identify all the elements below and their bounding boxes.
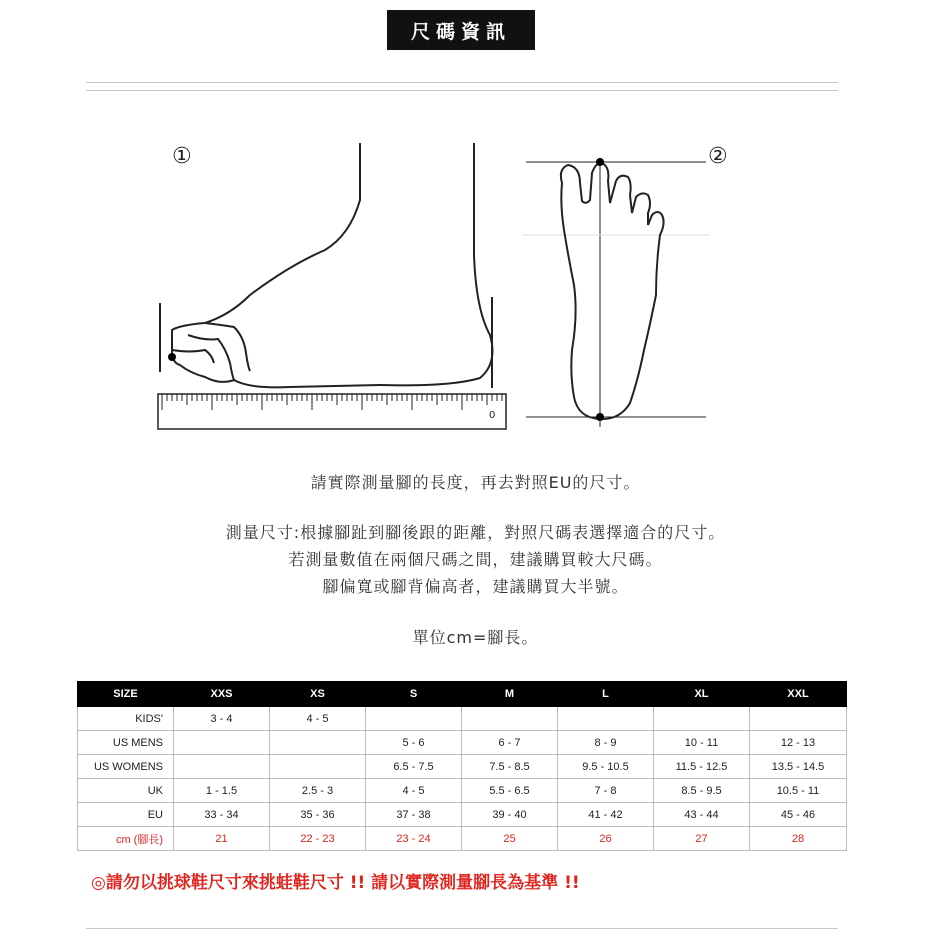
table-cell: 6.5 - 7.5: [366, 755, 462, 779]
header-cell: XXL: [750, 682, 847, 707]
table-cell: [654, 707, 750, 731]
row-label: cm (腳長): [78, 827, 174, 851]
instruction-line-3: 若測量數值在兩個尺碼之間，建議購買較大尺碼。: [288, 550, 663, 569]
table-row-cm: [78, 827, 847, 851]
ruler-zero-label: 0: [489, 410, 496, 421]
table-cell: [750, 707, 847, 731]
table-cell: 12 - 13: [750, 731, 847, 755]
table-cell: 41 - 42: [558, 803, 654, 827]
row-label: US WOMENS: [78, 755, 174, 779]
table-cell: 39 - 40: [462, 803, 558, 827]
table-cell: 11.5 - 12.5: [654, 755, 750, 779]
table-cell: 3 - 4: [174, 707, 270, 731]
size-chart-header-row: [78, 682, 847, 707]
side-foot-drawing: [160, 143, 492, 388]
page-title: 尺碼資訊: [387, 10, 535, 50]
instruction-line-2: 測量尺寸:根據腳趾到腳後跟的距離，對照尺碼表選擇適合的尺寸。: [225, 523, 726, 542]
ruler: [158, 394, 506, 429]
table-cell: 10 - 11: [654, 731, 750, 755]
table-cell: [174, 731, 270, 755]
table-cell: 45 - 46: [750, 803, 847, 827]
row-label: UK: [78, 779, 174, 803]
sole-heel-marker: [596, 413, 604, 421]
foot-measurement-illustration: [150, 135, 750, 435]
table-cell: 43 - 44: [654, 803, 750, 827]
header-cell: XL: [654, 682, 750, 707]
table-cell: 23 - 24: [366, 827, 462, 851]
instruction-line-4: 腳偏寬或腳背偏高者，建議購買大半號。: [322, 577, 629, 596]
table-cell: 37 - 38: [366, 803, 462, 827]
table-cell: 1 - 1.5: [174, 779, 270, 803]
instruction-line-1: 請實際測量腳的長度，再去對照EU的尺寸。: [310, 473, 641, 492]
table-cell: 35 - 36: [270, 803, 366, 827]
header-cell: M: [462, 682, 558, 707]
table-cell: 28: [750, 827, 847, 851]
header-cell: XXS: [174, 682, 270, 707]
toe-point-marker: [168, 353, 176, 361]
table-cell: [558, 707, 654, 731]
label-1: ①: [172, 144, 192, 169]
row-label: KIDS': [78, 707, 174, 731]
table-cell: 8 - 9: [558, 731, 654, 755]
table-cell: 5.5 - 6.5: [462, 779, 558, 803]
row-label: EU: [78, 803, 174, 827]
table-cell: [366, 707, 462, 731]
sole-top-marker: [596, 158, 604, 166]
table-cell: 22 - 23: [270, 827, 366, 851]
table-row-uk: [78, 779, 847, 803]
warning-note: ◎請勿以挑球鞋尺寸來挑蛙鞋尺寸 !! 請以實際測量腳長為基準 !!: [91, 873, 580, 893]
table-cell: 7 - 8: [558, 779, 654, 803]
table-cell: 2.5 - 3: [270, 779, 366, 803]
header-cell: SIZE: [78, 682, 174, 707]
table-cell: 5 - 6: [366, 731, 462, 755]
table-cell: 8.5 - 9.5: [654, 779, 750, 803]
sole-foot-drawing: [522, 162, 710, 427]
table-cell: 13.5 - 14.5: [750, 755, 847, 779]
table-cell: 21: [174, 827, 270, 851]
table-cell: [462, 707, 558, 731]
table-cell: 4 - 5: [270, 707, 366, 731]
table-row-eu: [78, 803, 847, 827]
table-cell: [174, 755, 270, 779]
header-cell: L: [558, 682, 654, 707]
table-cell: 27: [654, 827, 750, 851]
unit-note: 單位cm=腳長。: [412, 628, 539, 647]
table-cell: 25: [462, 827, 558, 851]
table-row-kids: [78, 707, 847, 731]
header-cell: XS: [270, 682, 366, 707]
table-cell: 7.5 - 8.5: [462, 755, 558, 779]
bottom-divider: [86, 928, 838, 929]
table-cell: 9.5 - 10.5: [558, 755, 654, 779]
table-cell: 6 - 7: [462, 731, 558, 755]
table-cell: 10.5 - 11: [750, 779, 847, 803]
top-divider: [86, 82, 838, 83]
table-row-us-mens: [78, 731, 847, 755]
size-chart-table: [77, 681, 847, 851]
table-row-us-womens: [78, 755, 847, 779]
top-divider-second: [86, 90, 838, 91]
table-cell: [270, 731, 366, 755]
table-cell: 33 - 34: [174, 803, 270, 827]
header-cell: S: [366, 682, 462, 707]
label-2: ②: [708, 144, 728, 169]
table-cell: 4 - 5: [366, 779, 462, 803]
row-label: US MENS: [78, 731, 174, 755]
table-cell: 26: [558, 827, 654, 851]
table-cell: [270, 755, 366, 779]
